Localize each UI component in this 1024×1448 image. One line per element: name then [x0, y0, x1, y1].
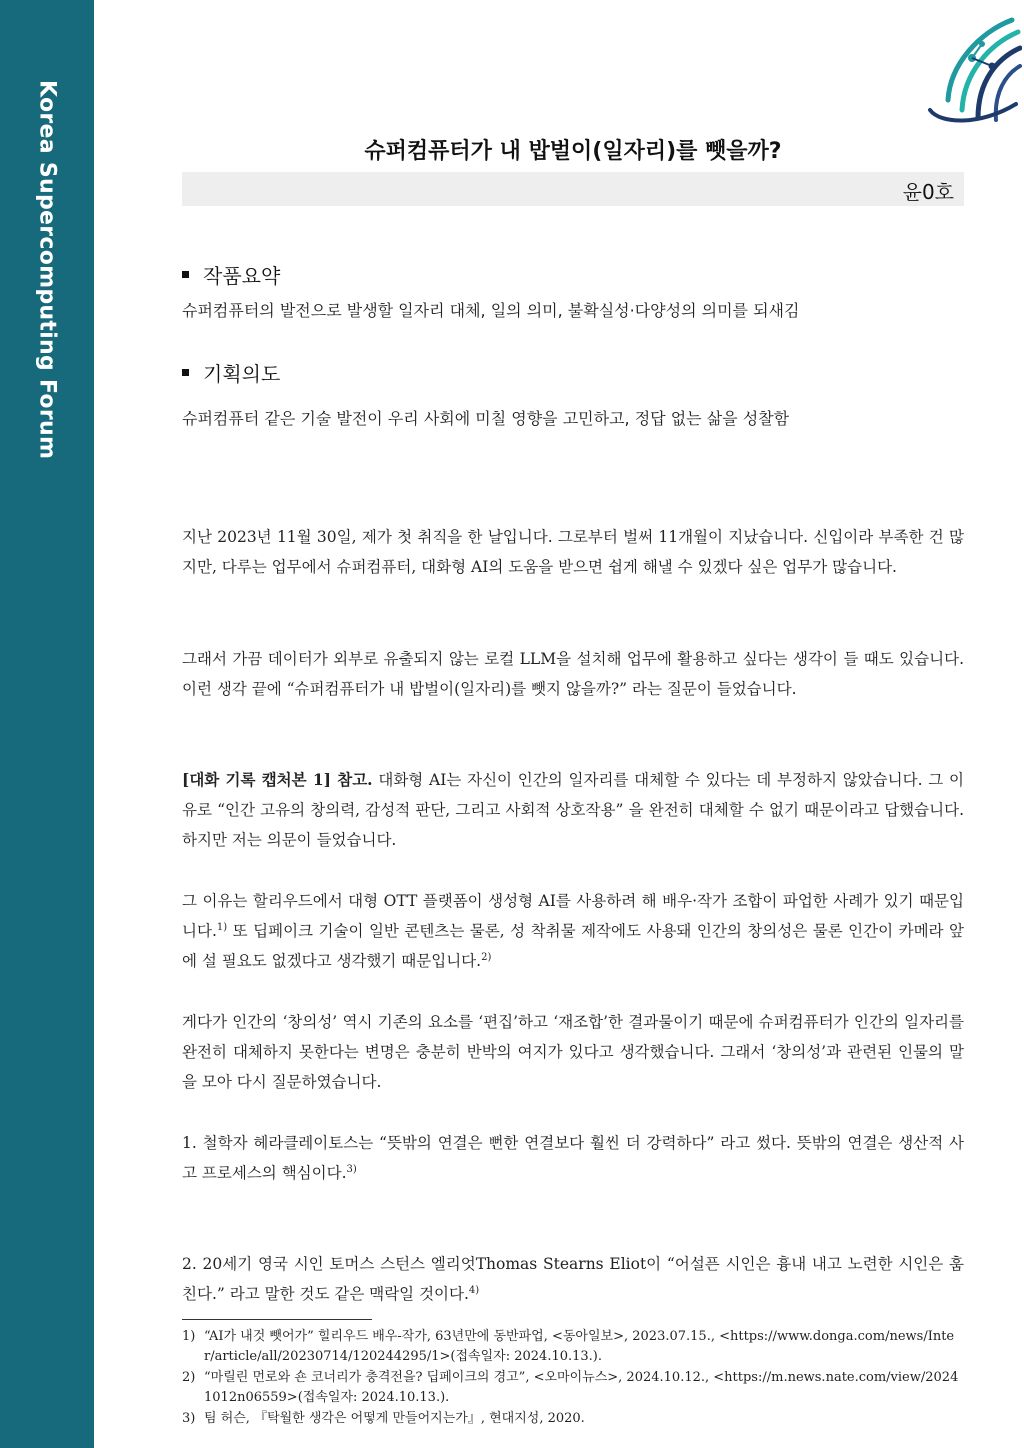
- summary-heading-text: 작품요약: [203, 264, 281, 288]
- intent-text: 슈퍼컴퓨터 같은 기술 발전이 우리 사회에 미칠 영향을 고민하고, 정답 없는 삶을 성찰함: [182, 409, 790, 428]
- footnote-number: 3): [182, 1411, 196, 1426]
- author-bar: [182, 172, 964, 206]
- quote-2: [182, 1249, 964, 1309]
- bullet-icon: [182, 369, 189, 376]
- footnote-item: [182, 1409, 964, 1429]
- footnote-ref-1[interactable]: 1): [216, 921, 228, 933]
- capture-reference: [대화 기록 캡처본 1] 참고.: [182, 770, 373, 789]
- quote-1-text: 1. 철학자 헤라클레이토스는 “뜻밖의 연결은 뻔한 연결보다 훨씬 더 강력하다” 라고 썼다. 뜻밖의 연결은 생산적 사고 프로세스의 핵심이다.: [182, 1134, 964, 1182]
- footnote-text: “AI가 내것 뺏어가” 힐리우드 배우-작가, 63년만에 동반파업, <동아일보>, 2023.07.15., <https://www.donga.com/news/Inter/article/all/20230714/120244295/1>(접속일자: 2024.10.13.).: [204, 1329, 955, 1364]
- sidebar-label: Korea Supercomputing Forum: [34, 80, 60, 460]
- footnote-text: “마릴린 먼로와 숀 코너리가 충격전을? 딥페이크의 경고”, <오마이뉴스>, 2024.10.12., <https://m.news.nate.com/view/20241012n06559>(접속일자: 2024.10.13.).: [204, 1370, 959, 1405]
- footnote-divider: [182, 1319, 372, 1320]
- author-name: 윤0호: [902, 180, 954, 204]
- body-paragraph-3-text: 대화형 AI는 자신이 인간의 일자리를 대체할 수 있다는 데 부정하지 않았습니다. 그 이유로 “인간 고유의 창의력, 감성적 판단, 그리고 사회적 상호작용” 을 완전히 대체할 수 없기 때문이라고 답했습니다. 하지만 저는 의문이 들었습니다.: [182, 771, 964, 849]
- summary-text: 슈퍼컴퓨터의 발전으로 발생할 일자리 대체, 일의 의미, 불확실성·다양성의 의미를 되새김: [182, 301, 800, 320]
- footnote-ref-4[interactable]: 4): [468, 1284, 480, 1296]
- footnote-ref-3[interactable]: 3): [346, 1163, 357, 1175]
- intent-heading: [182, 358, 280, 387]
- sidebar-band: [0, 0, 94, 1448]
- body-paragraph-4-b: 또 딥페이크 기술이 일반 콘텐츠는 물론, 성 착취물 제작에도 사용돼 인간의 창의성은 물론 인간이 카메라 앞에 설 필요도 없겠다고 생각했기 때문입니다.: [182, 922, 964, 970]
- body-paragraph-4-a: 그 이유는 할리우드에서 대형 OTT 플랫폼이 생성형 AI를 사용하려 해 배우·작가 조합이 파업한 사례가 있기 때문입니다.: [182, 892, 964, 940]
- page-title: 슈퍼컴퓨터가 내 밥벌이(일자리)를 뺏을까?: [364, 139, 782, 164]
- summary-heading: [182, 260, 280, 289]
- footnote-number: 1): [182, 1329, 196, 1344]
- footnote-text: 팀 허슨, 『탁월한 생각은 어떻게 만들어지는가』, 현대지성, 2020.: [204, 1411, 585, 1426]
- body-paragraph-4: [182, 886, 964, 976]
- body-paragraph-1: 지난 2023년 11월 30일, 제가 첫 취직을 한 날입니다. 그로부터 벌써 11개월이 지났습니다. 신입이라 부족한 건 많지만, 다루는 업무에서 슈퍼컴퓨터, 대화형 AI의 도움을 받으면 쉽게 해낼 수 있겠다 싶은 업무가 많습니다.: [182, 528, 964, 576]
- intent-heading-text: 기획의도: [203, 362, 281, 386]
- swirl-logo-icon: [920, 14, 1022, 126]
- body-paragraph-3: [182, 765, 964, 855]
- footnote-number: 2): [182, 1370, 196, 1385]
- bullet-icon: [182, 271, 189, 278]
- body-paragraph-5: 게다가 인간의 ‘창의성’ 역시 기존의 요소를 ‘편집’하고 ‘재조합’한 결과물이기 때문에 슈퍼컴퓨터가 인간의 일자리를 완전히 대체하지 못한다는 변명은 충분히 반박의 여지가 있다고 생각했습니다. 그래서 ‘창의성’과 관련된 인물의 말을 모아 다시 질문하였습니다.: [182, 1013, 964, 1091]
- footnotes: [182, 1327, 964, 1430]
- footnote-item: [182, 1368, 964, 1408]
- footnote-ref-2[interactable]: 2): [481, 951, 492, 963]
- quote-2-text: 2. 20세기 영국 시인 토머스 스턴스 엘리엇Thomas Stearns Eliot이 “어설픈 시인은 흉내 내고 노련한 시인은 훔친다.” 라고 말한 것도 같은 맥락일 것이다.: [182, 1255, 964, 1303]
- footnote-item: [182, 1327, 964, 1367]
- quote-1: [182, 1128, 964, 1188]
- body-paragraph-2: 그래서 가끔 데이터가 외부로 유출되지 않는 로컬 LLM을 설치해 업무에 활용하고 싶다는 생각이 들 때도 있습니다. 이런 생각 끝에 “슈퍼컴퓨터가 내 밥벌이(일자리)를 뺏지 않을까?” 라는 질문이 들었습니다.: [182, 650, 964, 698]
